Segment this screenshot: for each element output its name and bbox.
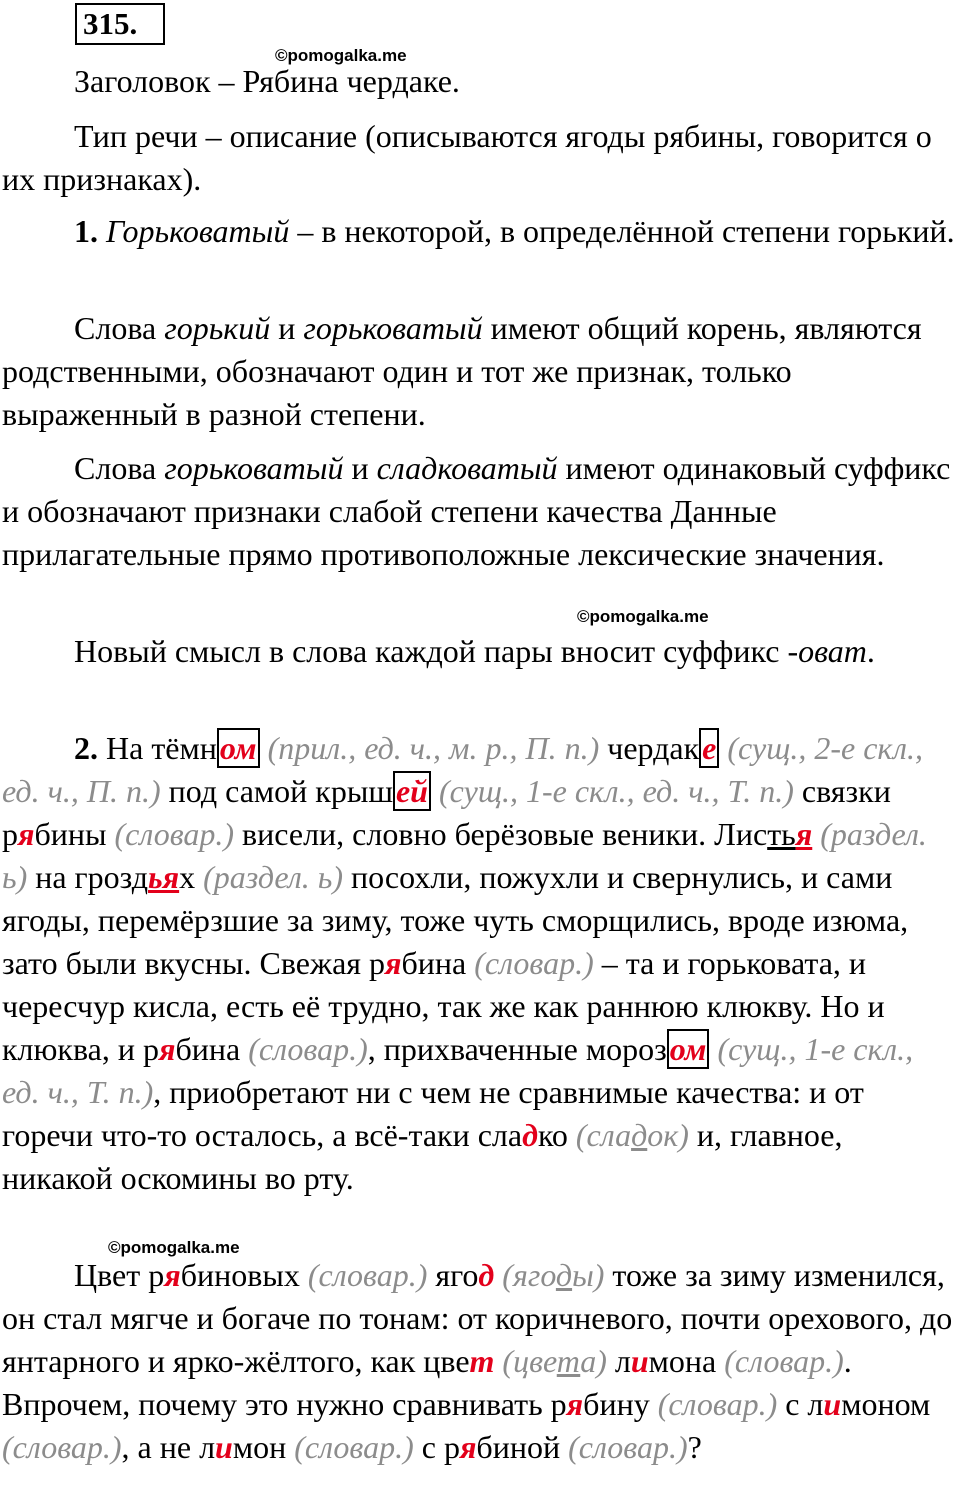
text-run: имеют одинаковый суффикс и обозначают признаки слабой степени качества Данные прилагательные прямо противоположные лексические значения. — [2, 450, 951, 572]
text-run: бина — [175, 1031, 241, 1067]
text-run: , а не л — [121, 1429, 216, 1465]
grammar-note: (раздел. ь) — [195, 859, 343, 895]
vowel-highlight: я — [164, 1257, 181, 1293]
text-run: моном — [841, 1386, 931, 1422]
task1-paragraph-2 — [2, 307, 958, 436]
text-run: т — [556, 1343, 581, 1379]
task1-definition — [2, 210, 958, 253]
grammar-note: (словар.) — [299, 1257, 428, 1293]
text-run: – та и горьковата, и чересчур кисла, есть её трудно, так же как раннюю клюкву. Но и клюква, и р — [2, 945, 885, 1067]
text-run: яго — [427, 1257, 479, 1293]
text-run: – в некоторой, в определённой степени горький. — [289, 213, 955, 249]
text-run: х — [179, 859, 196, 895]
watermark: ©pomogalka.me — [108, 1238, 240, 1257]
text-run: связки р — [2, 773, 891, 852]
letter-highlight: ья — [148, 859, 180, 895]
grammar-note: (словар.) — [649, 1386, 778, 1422]
text-run: , приобретают ни с чем не сравнимые качества: и от горечи что-то осталось, а всё-таки сла — [2, 1074, 864, 1153]
text-run: ть — [767, 816, 796, 852]
task1-paragraph-4 — [2, 630, 958, 673]
text-run: ок) — [647, 1117, 689, 1153]
text-run: мона — [648, 1343, 717, 1379]
text-run: Слова — [74, 450, 165, 486]
text-run: (цве — [494, 1343, 557, 1379]
grammar-note: (прил., ед. ч., м. р., П. п.) — [259, 730, 600, 766]
text-run: На тёмн — [98, 730, 217, 766]
text-run: , прихваченные мороз — [367, 1031, 667, 1067]
grammar-note: (словар.) — [240, 1031, 368, 1067]
grammar-note: (словар.) — [106, 816, 235, 852]
text-run: ? — [687, 1429, 702, 1465]
exercise-number: 315. — [75, 3, 165, 45]
speech-type: Тип речи – описание (описываются ягоды рябины, говорится о их признаках). — [2, 118, 932, 197]
ending-box: ом — [217, 728, 260, 768]
text-run: с л — [777, 1386, 824, 1422]
text-run: . Впрочем, почему это нужно сравнивать р — [2, 1343, 852, 1422]
text-run: под самой крыш — [160, 773, 393, 809]
grammar-note: (словар.) — [2, 1429, 122, 1465]
title-line: Заголовок – Рябина чердаке. — [74, 63, 460, 99]
text-run: с р — [413, 1429, 460, 1465]
text-run: л — [606, 1343, 631, 1379]
text-run: д — [631, 1117, 648, 1153]
vowel-highlight: я — [18, 816, 35, 852]
grammar-note: (сущ., 1-е скл., ед. ч., Т. п.) — [2, 1031, 914, 1110]
text-run: ко — [537, 1117, 568, 1153]
grammar-note: (словар.) — [466, 945, 594, 981]
text-run: посохли, пожухли и свернулись, и сами ягоды, перемёрзшие за зиму, тоже чуть сморщились, вроде изюма, зато были вкусны. Свежая р — [2, 859, 909, 981]
text-run: ы) — [572, 1257, 605, 1293]
task2-text — [2, 727, 958, 1200]
text-run: чердак — [599, 730, 700, 766]
text-run: (яго — [494, 1257, 556, 1293]
task1-paragraph-3 — [2, 447, 958, 576]
text-run: и — [270, 310, 304, 346]
task2-text-continued — [2, 1254, 958, 1469]
grammar-note: (словар.) — [716, 1343, 844, 1379]
text-run: а) — [580, 1343, 607, 1379]
vowel-highlight: я — [158, 1031, 176, 1067]
letter-highlight: д — [478, 1257, 495, 1293]
text-run: горький — [164, 310, 271, 346]
grammar-note: (сла — [567, 1117, 632, 1153]
text-run: тоже за зиму изменился, он стал мягче и богаче по тонам: от коричневого, почти орехового, до янтарного и ярко-жёлтого, как цве — [2, 1257, 953, 1379]
task-number: 2. — [74, 730, 98, 766]
text-run: биновых — [180, 1257, 300, 1293]
text-run: горьковатый — [164, 450, 344, 486]
text-run: -оват — [787, 633, 867, 669]
text-run: Цвет р — [74, 1257, 165, 1293]
text-run: . — [866, 633, 875, 669]
grammar-note: (словар.) — [286, 1429, 414, 1465]
italic-word: Горьковатый — [106, 213, 290, 249]
watermark: ©pomogalka.me — [275, 46, 407, 65]
letter-highlight: д — [522, 1117, 538, 1153]
text-run: бины — [34, 816, 107, 852]
text-run: д — [555, 1257, 573, 1293]
grammar-note: (раздел. ь) — [2, 816, 927, 895]
ending-box: ей — [393, 771, 431, 811]
text-run: бина — [401, 945, 467, 981]
vowel-highlight: я — [384, 945, 402, 981]
text-run: и — [343, 450, 377, 486]
text-run: на грозд — [27, 859, 149, 895]
letter-highlight: т — [469, 1343, 495, 1379]
text-run: бину — [583, 1386, 650, 1422]
vowel-highlight: и — [215, 1429, 233, 1465]
task-number: 1. — [74, 213, 98, 249]
watermark: ©pomogalka.me — [577, 607, 709, 626]
vowel-highlight: и — [630, 1343, 649, 1379]
text-run: горьковатый — [303, 310, 483, 346]
text-run: Слова — [74, 310, 165, 346]
ending-box: ом — [667, 1029, 710, 1069]
text-run: и, главное, никакой оскомины во рту. — [2, 1117, 843, 1196]
vowel-highlight: я — [459, 1429, 477, 1465]
text-run: имеют общий корень, являются родственными, обозначают один и тот же признак, только выраженный в разной степени. — [2, 310, 922, 432]
vowel-highlight: и — [823, 1386, 842, 1422]
vowel-highlight: я — [566, 1386, 584, 1422]
grammar-note: (сущ., 2-е скл., ед. ч., П. п.) — [2, 730, 923, 809]
grammar-note: (сущ., 1-е скл., ед. ч., Т. п.) — [430, 773, 794, 809]
ending-box: е — [699, 728, 719, 768]
grammar-note: (словар.) — [560, 1429, 688, 1465]
text-run: Новый смысл в слова каждой пары вносит суффикс — [74, 633, 788, 669]
text-run: биной — [476, 1429, 561, 1465]
text-run: висели, словно берёзовые веники. Лис — [234, 816, 768, 852]
text-run: сладковатый — [376, 450, 558, 486]
letter-highlight: я — [795, 816, 813, 852]
text-run: мон — [232, 1429, 287, 1465]
